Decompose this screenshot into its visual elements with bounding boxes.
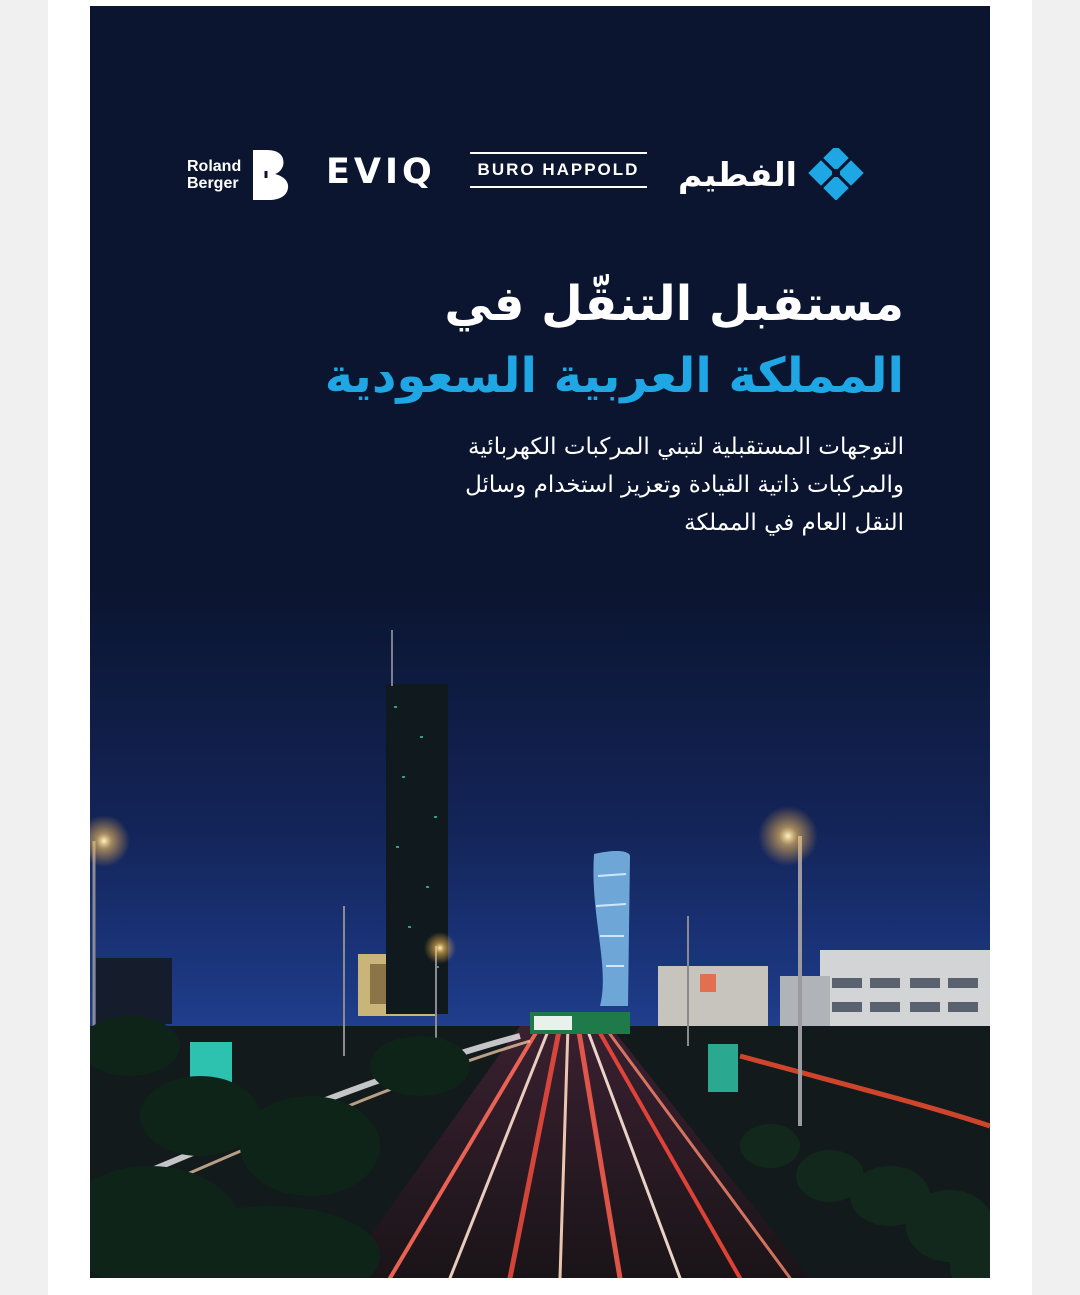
al-futtaim-emblem-icon <box>807 148 865 200</box>
roland-berger-b-icon <box>251 150 289 200</box>
partner-logos <box>90 144 990 208</box>
subtitle-line-3: النقل العام في المملكة <box>684 510 904 536</box>
eviq-logo: EVIQ <box>326 152 436 192</box>
roland-berger-line1: Roland <box>187 158 242 175</box>
title-line-2: المملكة العربية السعودية <box>324 348 904 404</box>
report-cover <box>90 6 990 1278</box>
al-futtaim-logo <box>678 148 865 200</box>
buro-happold-logo: BURO HAPPOLD <box>470 152 647 188</box>
roland-berger-line2: Berger <box>187 175 239 192</box>
cover-photo-riyadh-highway <box>90 586 990 1278</box>
roland-berger-logo <box>187 150 289 200</box>
al-futtaim-wordmark: الفطيم <box>678 154 797 194</box>
subtitle <box>204 428 904 542</box>
subtitle-line-2: والمركبات ذاتية القيادة وتعزيز استخدام وسائل <box>465 472 904 498</box>
title-line-1: مستقبل التنقّل في <box>444 276 904 332</box>
cover-text <box>204 268 904 542</box>
subtitle-line-1: التوجهات المستقبلية لتبني المركبات الكهربائية <box>468 434 904 460</box>
